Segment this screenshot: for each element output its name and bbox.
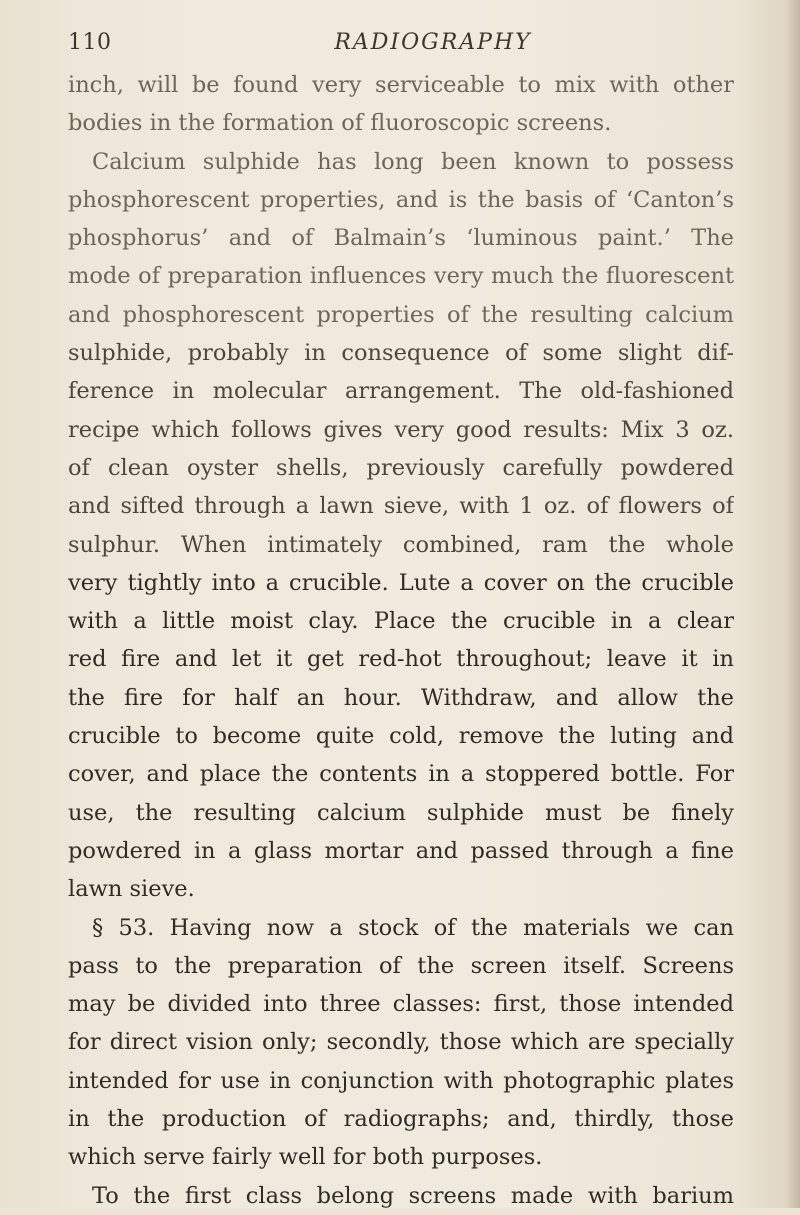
text-line: recipe which follows gives very good results: Mix 3 oz. (68, 416, 734, 443)
text-line: the fire for half an hour. Withdraw, and allow the (68, 684, 734, 711)
text-line: very tightly into a crucible. Lute a cover on the crucible (68, 569, 734, 596)
text-line: cover, and place the contents in a stoppered bottle. For (68, 761, 734, 788)
text-line: sulphur. When intimately combined, ram the whole (68, 531, 734, 558)
text-line: with a little moist clay. Place the crucible in a clear (68, 608, 734, 635)
text-line: mode of preparation influences very much the fluorescent (68, 263, 734, 290)
text-line: inch, will be found very serviceable to mix with other (68, 72, 734, 98)
text-line: of clean oyster shells, previously carefully powdered (68, 454, 734, 481)
text-line: for direct vision only; secondly, those which are specially (68, 1029, 734, 1056)
text-line: To the first class belong screens made with barium (92, 1182, 734, 1209)
text-line: may be divided into three classes: first, those intended (68, 991, 734, 1018)
text-line: bodies in the formation of fluoroscopic screens. (68, 110, 612, 137)
text-line: pass to the preparation of the screen itself. Screens (68, 952, 734, 979)
text-line: red fire and let it get red-hot throughout; leave it in (68, 646, 734, 673)
text-line: sulphide, probably in consequence of some slight dif- (68, 340, 734, 367)
page-header (68, 30, 732, 66)
text-line: Calcium sulphide has long been known to possess (92, 148, 734, 175)
text-line: which serve fairly well for both purposes. (68, 1144, 543, 1171)
text-line: crucible to become quite cold, remove the luting and (68, 723, 734, 750)
text-line: use, the resulting calcium sulphide must be finely (68, 799, 734, 826)
text-line: phosphorus’ and of Balmain’s ‘luminous paint.’ The (68, 225, 734, 252)
text-line: in the production of radiographs; and, thirdly, those (68, 1106, 734, 1133)
text-line: lawn sieve. (68, 876, 195, 903)
running-head: RADIOGRAPHY (334, 30, 532, 55)
text-line: § 53. Having now a stock of the materials we can (92, 914, 734, 941)
text-line: ference in molecular arrangement. The old-fashioned (68, 378, 734, 405)
body-text (68, 66, 734, 1215)
text-line: powdered in a glass mortar and passed through a fine (68, 837, 734, 864)
page-number: 110 (68, 30, 112, 55)
text-line: and sifted through a lawn sieve, with 1 oz. of flowers of (68, 493, 734, 520)
text-line: intended for use in conjunction with photographic plates (68, 1067, 734, 1094)
text-line: and phosphorescent properties of the resulting calcium (68, 301, 734, 328)
text-line: phosphorescent properties, and is the basis of ‘Canton’s (68, 186, 734, 213)
page-edge-shadow (786, 0, 800, 1208)
